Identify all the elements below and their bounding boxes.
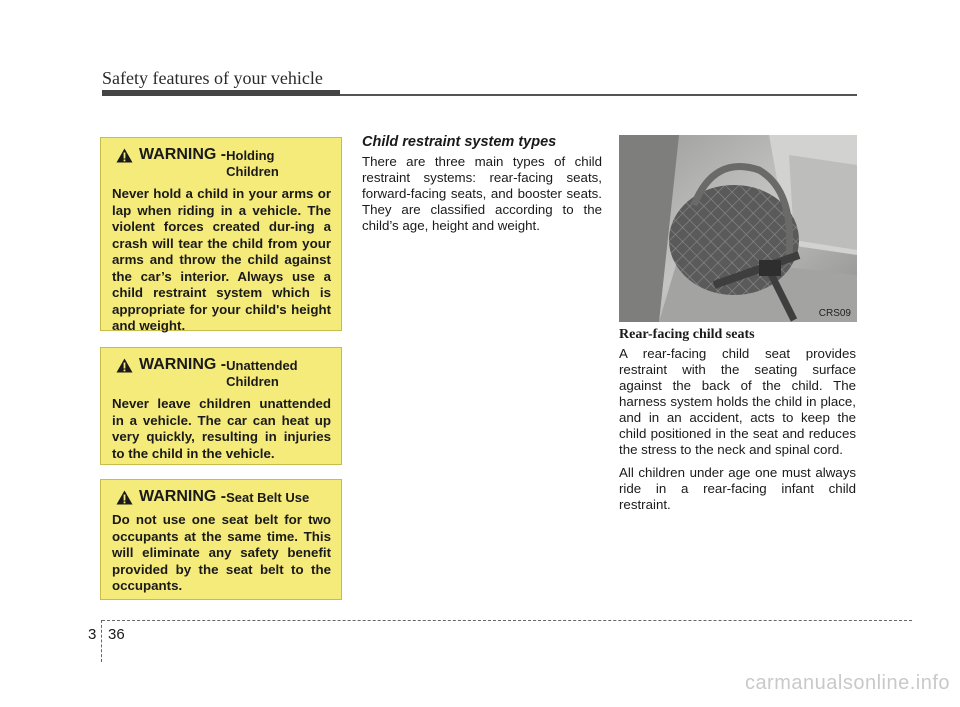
warning-header (112, 146, 331, 180)
warning-box-unattended-children (100, 347, 342, 465)
warning-triangle-icon (116, 358, 133, 373)
child-seat-photo (619, 135, 857, 322)
page-number: 36 (108, 626, 125, 643)
paragraph: All children under age one must always ride in a rear-facing infant child restraint. (619, 465, 856, 512)
watermark: carmanualsonline.info (744, 672, 950, 694)
warning-header (112, 356, 331, 390)
warning-body: Never hold a child in your arms or lap when riding in a vehicle. The violent forces created dur-ing a crash will tear the child from your arms and throw the child against the car’s interior. Always use a child restraint system which is appropriate for your child's height and weight. (112, 186, 331, 333)
warning-label: WARNING - (139, 356, 227, 373)
warning-triangle-icon (116, 148, 133, 163)
section-title: Child restraint system types (362, 134, 557, 150)
warning-subtitle (226, 488, 309, 506)
warning-subtitle (226, 356, 298, 390)
warning-label: WARNING - (139, 146, 227, 163)
warning-subtitle (226, 146, 279, 180)
warning-subtitle-line2: Children (226, 164, 279, 179)
warning-subtitle-line2: Children (226, 374, 279, 389)
warning-triangle-icon (116, 490, 133, 505)
paragraph: A rear-facing child seat provides restraint with the seating surface against the back of the child. The harness system holds the child in place, and in an accident, acts to keep the child positioned in the seat and reduces the stress to the neck and spinal cord. (619, 346, 856, 457)
warning-subtitle-line1: Unattended (226, 358, 298, 373)
warning-header (112, 488, 331, 506)
warning-box-seat-belt-use (100, 479, 342, 600)
section-body: There are three main types of child restraint systems: rear-facing seats, forward-facing seats, and booster seats. They are classified according to the child’s age, height and weight. (362, 154, 602, 233)
photo-code-label: CRS09 (818, 308, 851, 319)
footer-rule (102, 620, 912, 621)
rear-facing-seat-illustration (619, 135, 857, 322)
footer-divider (101, 620, 102, 662)
warning-subtitle-line1: Holding (226, 148, 275, 163)
subsection-title: Rear-facing child seats (619, 327, 755, 342)
page-header-title: Safety features of your vehicle (102, 68, 323, 88)
warning-subtitle-line1: Seat Belt Use (226, 490, 310, 505)
header-accent-bar (102, 90, 340, 96)
subsection-body (619, 346, 856, 520)
chapter-number: 3 (88, 626, 97, 643)
warning-body: Do not use one seat belt for two occupants at the same time. This will eliminate any safety benefit provided by the seat belt to the occupants. (112, 512, 331, 593)
warning-body: Never leave children unattended in a vehicle. The car can heat up very quickly, resulting in injuries to the child in the vehicle. (112, 396, 331, 461)
warning-box-holding-children (100, 137, 342, 331)
warning-label: WARNING - (139, 488, 227, 505)
